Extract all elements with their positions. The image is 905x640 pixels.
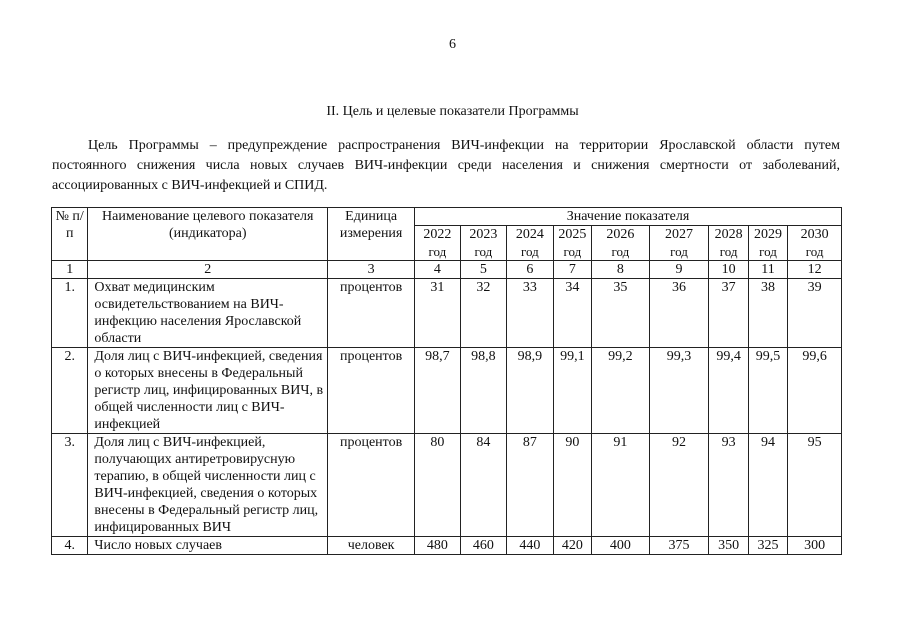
year-suffix-label: год [474, 244, 493, 259]
header-unit: Единица измерения [328, 208, 415, 261]
column-number-row [52, 261, 842, 279]
year-suffix-label: год [611, 244, 630, 259]
value-cell: 98,8 [460, 348, 507, 434]
year-label: 2027 [665, 227, 694, 242]
value-cell: 375 [649, 537, 709, 555]
column-number-cell: 2 [88, 261, 328, 279]
value-cell: 98,9 [507, 348, 554, 434]
year-suffix-label: год [670, 244, 688, 259]
value-cell: 460 [460, 537, 507, 555]
row-number-cell: 4. [52, 537, 88, 555]
year-label: 2024 [515, 227, 544, 242]
value-cell: 91 [592, 434, 650, 537]
indicators-table [51, 207, 842, 555]
year-header-cell [788, 226, 842, 261]
table-row [52, 279, 842, 348]
year-label: 2026 [606, 227, 635, 242]
goal-paragraph: Цель Программы – предупреждение распространения ВИЧ-инфекции на территории Ярославской области путем постоянного снижения числа новых случаев ВИЧ-инфекции среди населения и снижения смертности от заболеваний, ассоциированных с ВИЧ-инфекцией и СПИД. [52, 138, 840, 193]
indicator-name-cell: Охват медицинским освидетельствованием на ВИЧ-инфекцию населения Ярославской области [88, 279, 328, 348]
value-cell: 39 [788, 279, 842, 348]
value-cell: 99,3 [649, 348, 709, 434]
value-cell: 38 [748, 279, 787, 348]
value-cell: 36 [649, 279, 709, 348]
table-row [52, 348, 842, 434]
value-cell: 87 [507, 434, 554, 537]
year-label: 2023 [469, 227, 498, 242]
value-cell: 99,5 [748, 348, 787, 434]
table-row [52, 434, 842, 537]
column-number-cell: 1 [52, 261, 88, 279]
value-cell: 300 [788, 537, 842, 555]
column-number-cell: 11 [748, 261, 787, 279]
year-label: 2022 [423, 227, 452, 242]
year-suffix-label: год [719, 244, 738, 259]
year-header-cell [553, 226, 591, 261]
unit-cell: процентов [328, 434, 415, 537]
row-number-cell: 3. [52, 434, 88, 537]
year-label: 2030 [800, 227, 829, 242]
year-header-cell [748, 226, 787, 261]
value-cell: 95 [788, 434, 842, 537]
row-number-cell: 1. [52, 279, 88, 348]
year-header-cell [709, 226, 748, 261]
year-suffix-label: год [759, 244, 777, 259]
table-row [52, 537, 842, 555]
value-cell: 99,2 [592, 348, 650, 434]
value-cell: 80 [415, 434, 461, 537]
value-cell: 99,1 [553, 348, 591, 434]
value-cell: 480 [415, 537, 461, 555]
value-cell: 34 [553, 279, 591, 348]
value-cell: 325 [748, 537, 787, 555]
section-title: II. Цель и целевые показатели Программы [326, 104, 579, 119]
value-cell: 32 [460, 279, 507, 348]
value-cell: 99,4 [709, 348, 748, 434]
year-header-cell [592, 226, 650, 261]
column-number-cell: 6 [507, 261, 554, 279]
value-cell: 99,6 [788, 348, 842, 434]
column-number-cell: 5 [460, 261, 507, 279]
year-suffix-label: год [805, 244, 824, 259]
column-number-cell: 7 [553, 261, 591, 279]
column-number-cell: 10 [709, 261, 748, 279]
indicator-name-cell: Число новых случаев [88, 537, 328, 555]
header-number: № п/п [52, 208, 88, 261]
column-number-cell: 4 [415, 261, 461, 279]
value-cell: 350 [709, 537, 748, 555]
page-number: 6 [449, 37, 456, 52]
year-header-cell [507, 226, 554, 261]
table-body [52, 279, 842, 555]
year-header-cell [415, 226, 461, 261]
value-cell: 440 [507, 537, 554, 555]
value-cell: 93 [709, 434, 748, 537]
value-cell: 92 [649, 434, 709, 537]
value-cell: 31 [415, 279, 461, 348]
year-header-cell [460, 226, 507, 261]
year-suffix-label: год [563, 244, 582, 259]
indicator-name-cell: Доля лиц с ВИЧ-инфекцией, получающих антиретровирусную терапию, в общей численности лиц с ВИЧ-инфекцией, сведения о которых внесены в Федеральный регистр лиц, инфицированных ВИЧ [88, 434, 328, 537]
unit-cell: процентов [328, 279, 415, 348]
value-cell: 35 [592, 279, 650, 348]
year-suffix-label: год [428, 244, 447, 259]
column-number-cell: 12 [788, 261, 842, 279]
header-value-group: Значение показателя [415, 208, 842, 226]
row-number-cell: 2. [52, 348, 88, 434]
unit-cell: человек [328, 537, 415, 555]
header-indicator-name: Наименование целевого показателя (индикатора) [88, 208, 328, 261]
value-cell: 90 [553, 434, 591, 537]
year-label: 2025 [558, 227, 587, 242]
indicator-name-cell: Доля лиц с ВИЧ-инфекцией, сведения о которых внесены в Федеральный регистр лиц, инфицированных ВИЧ, в общей численности лиц с ВИЧ-инфекцией [88, 348, 328, 434]
value-cell: 37 [709, 279, 748, 348]
value-cell: 400 [592, 537, 650, 555]
value-cell: 420 [553, 537, 591, 555]
value-cell: 94 [748, 434, 787, 537]
column-number-cell: 3 [328, 261, 415, 279]
value-cell: 84 [460, 434, 507, 537]
column-number-cell: 8 [592, 261, 650, 279]
year-header-cell [649, 226, 709, 261]
year-suffix-label: год [521, 244, 539, 259]
column-number-cell: 9 [649, 261, 709, 279]
year-label: 2028 [714, 227, 743, 242]
value-cell: 33 [507, 279, 554, 348]
year-label: 2029 [754, 227, 783, 242]
value-cell: 98,7 [415, 348, 461, 434]
unit-cell: процентов [328, 348, 415, 434]
